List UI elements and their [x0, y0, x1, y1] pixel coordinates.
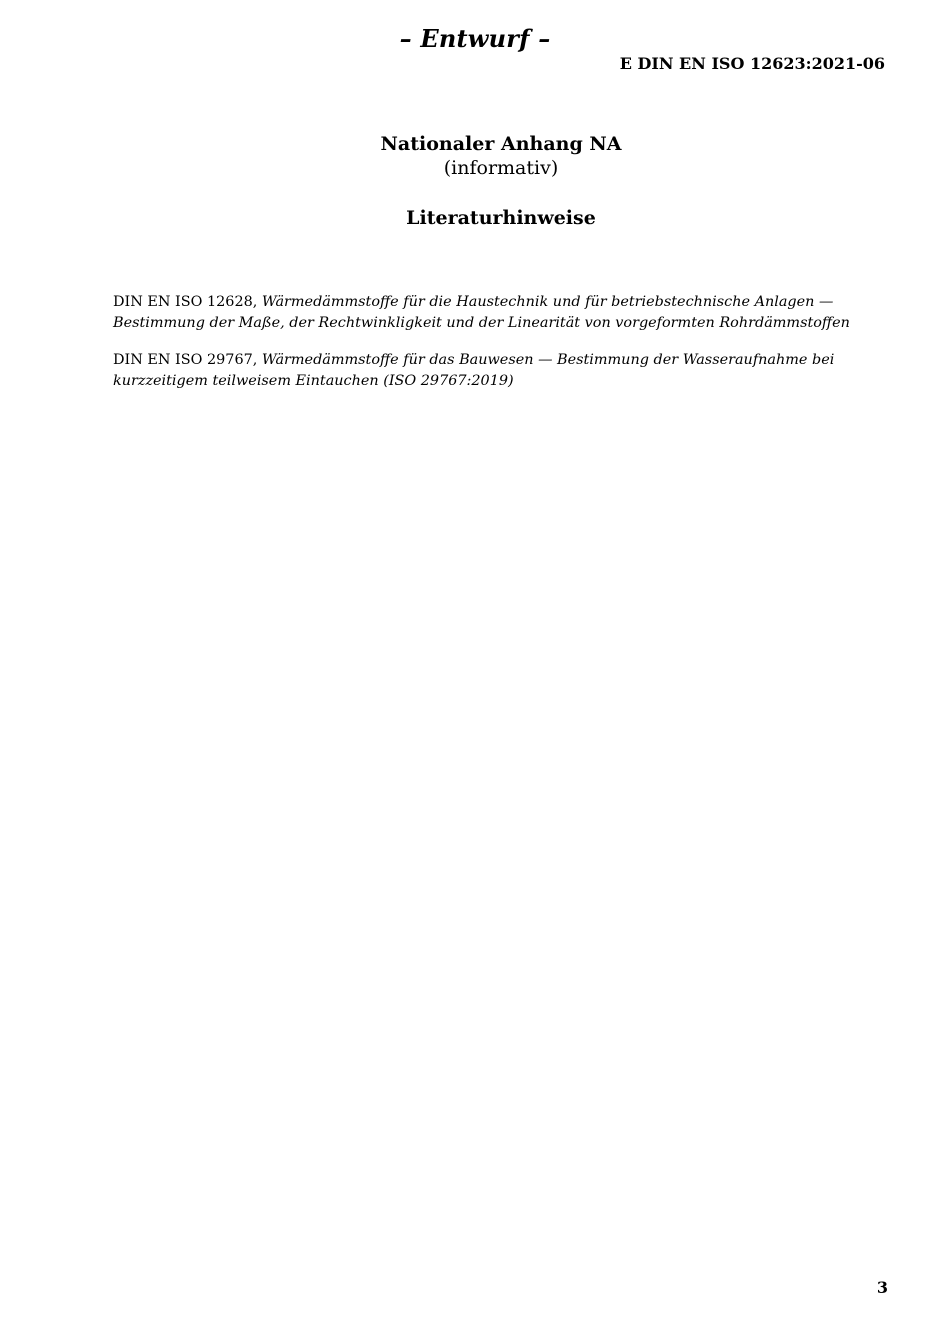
annex-title: Nationaler Anhang NA: [380, 133, 622, 155]
page-number: 3: [876, 1278, 888, 1297]
section-heading-text: Literaturhinweise: [406, 207, 596, 229]
reference-item: [113, 292, 893, 334]
document-identifier: E DIN EN ISO 12623:2021-06: [619, 54, 885, 73]
reference-number: DIN EN ISO 12628,: [113, 294, 258, 310]
annex-subtitle: (informativ): [443, 157, 559, 179]
reference-list: [113, 292, 893, 408]
section-heading: [0, 207, 950, 229]
draft-watermark-heading: – Entwurf –: [399, 24, 551, 53]
reference-title: Wärmedämmstoffe für das Bauwesen — Bestimmung der Wasseraufnahme bei kurzzeitigem teilweisem Eintauchen (ISO 29767:2019): [113, 352, 835, 389]
reference-number: DIN EN ISO 29767,: [113, 352, 258, 368]
annex-header: [0, 132, 950, 181]
reference-title: Wärmedämmstoffe für die Haustechnik und für betriebstechnische Anlagen — Bestimmung der Maße, der Rechtwinkligkeit und der Linearität von vorgeformten Rohrdämmstoffen: [113, 294, 850, 331]
reference-item: [113, 350, 893, 392]
